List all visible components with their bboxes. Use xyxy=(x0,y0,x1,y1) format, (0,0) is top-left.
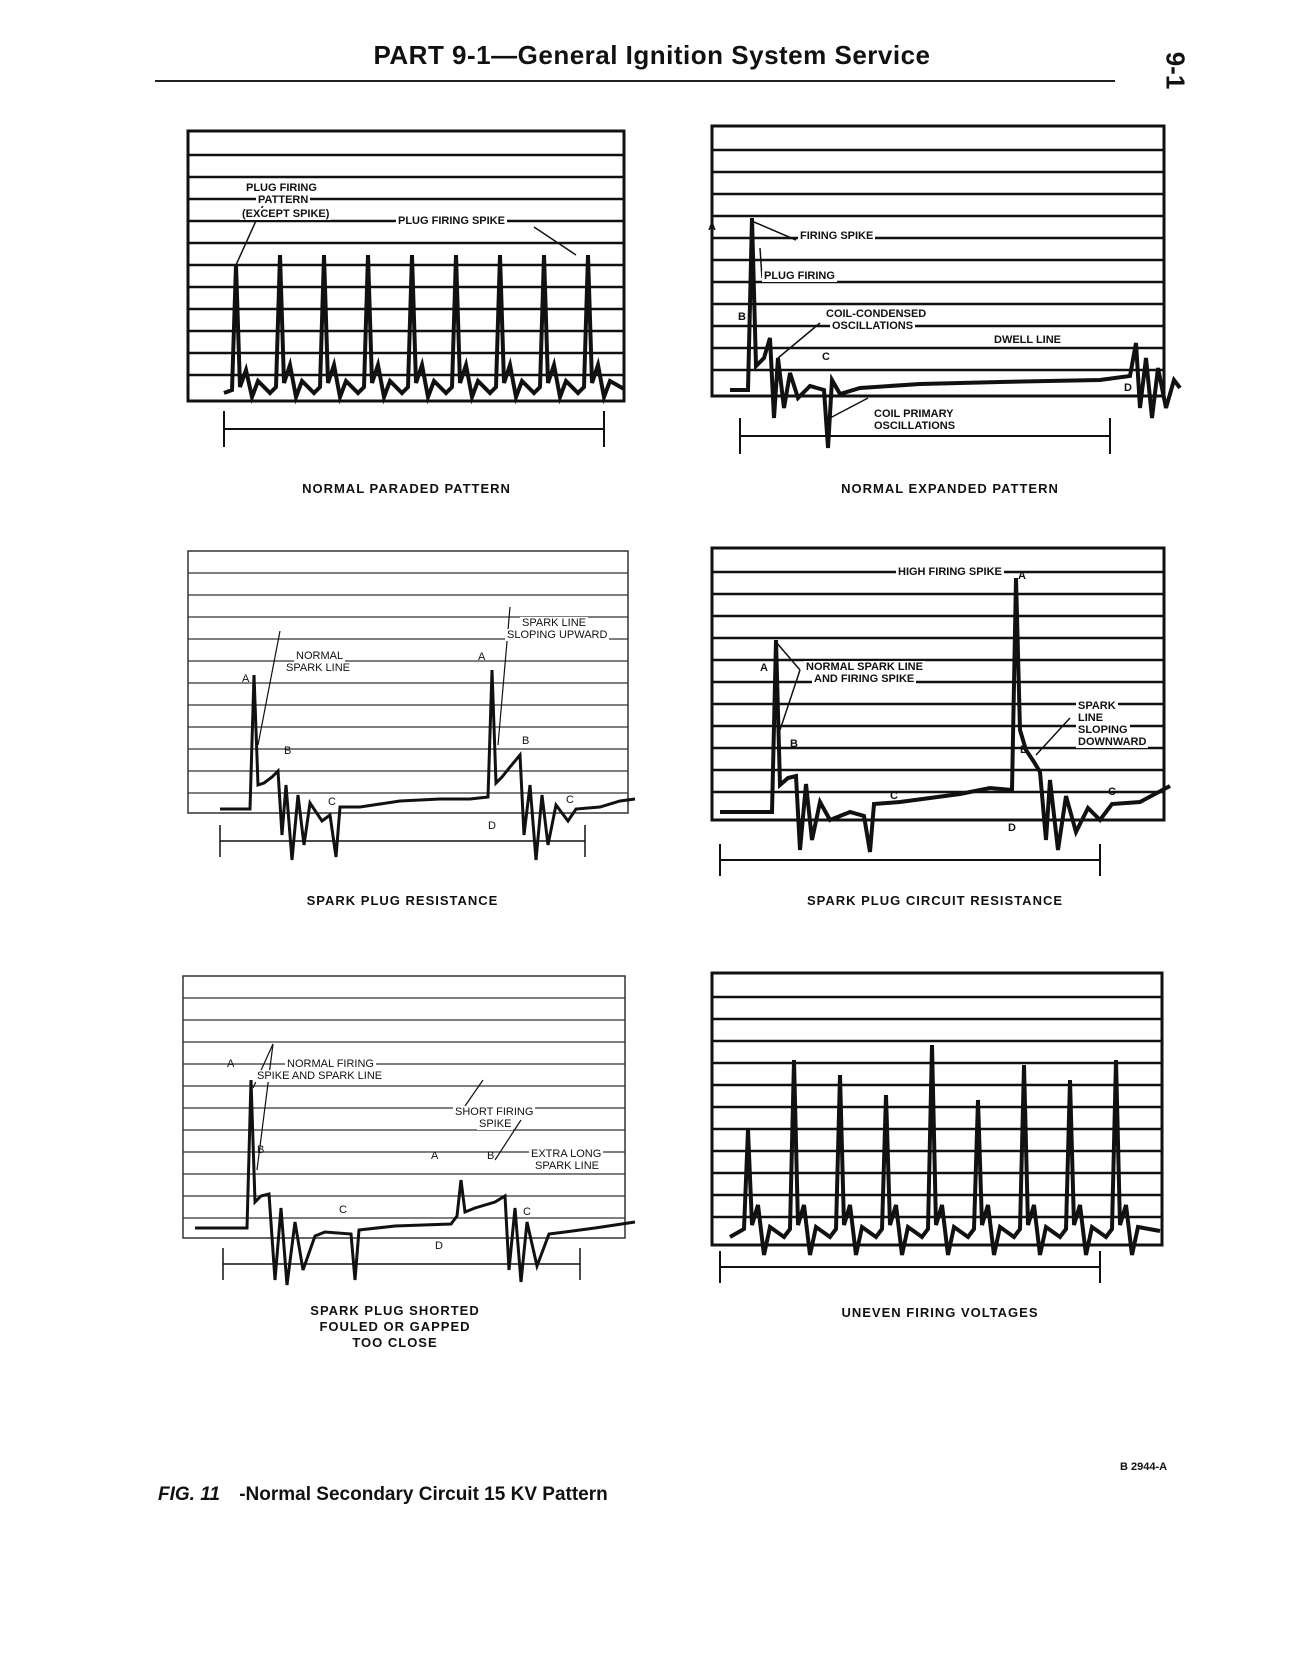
panel-spark-plug-resistance xyxy=(180,545,650,885)
point-c-spark-resistance-right: C xyxy=(566,794,574,806)
point-c-expanded: C xyxy=(822,351,830,363)
point-c-shorted-right: C xyxy=(523,1206,531,1218)
caption-spark-plug-circuit-resistance: SPARK PLUG CIRCUIT RESISTANCE xyxy=(806,893,1064,908)
scope-trace-uneven xyxy=(700,965,1180,1305)
label-coil-primary: COIL PRIMARY xyxy=(874,408,954,420)
label-dwell-line: DWELL LINE xyxy=(994,334,1062,346)
header-divider xyxy=(155,80,1115,82)
panel-uneven-firing xyxy=(700,965,1180,1305)
panel-spark-plug-shorted xyxy=(175,970,655,1315)
label-short-firing: SHORT FIRING xyxy=(455,1106,534,1118)
scope-trace-shorted xyxy=(175,970,655,1315)
label-downward: DOWNWARD xyxy=(1078,736,1147,748)
point-a-shorted-right: A xyxy=(431,1150,439,1162)
label-spike-and-spark-line: SPIKE AND SPARK LINE xyxy=(257,1070,383,1082)
point-a-spark-resistance-right: A xyxy=(478,651,486,663)
point-a-circuit-resistance: A xyxy=(760,662,768,674)
label-spark: SPARK xyxy=(1078,700,1116,712)
label-sloping: SLOPING xyxy=(1078,724,1128,736)
label-plug-firing: PLUG FIRING xyxy=(246,182,317,194)
label-spark-line-right: SPARK LINE xyxy=(522,617,586,629)
figure-caption xyxy=(158,1484,608,1506)
caption-normal-paraded: NORMAL PARADED PATTERN xyxy=(302,481,511,496)
point-b-circuit-resistance-right: B xyxy=(1020,744,1028,756)
figure-text: -Normal Secondary Circuit 15 KV Pattern xyxy=(239,1484,608,1505)
point-d-shorted: D xyxy=(435,1240,443,1252)
page-number: 9-1 xyxy=(1160,51,1191,90)
label-plug-firing: PLUG FIRING xyxy=(764,270,835,282)
figure-number: FIG. 11 xyxy=(158,1484,220,1505)
point-b-expanded: B xyxy=(738,311,746,323)
label-oscillations-primary: OSCILLATIONS xyxy=(874,420,956,432)
label-line: LINE xyxy=(1078,712,1104,724)
point-c-circuit-resistance-right: C xyxy=(1108,786,1116,798)
reference-code: B 2944-A xyxy=(1120,1461,1168,1473)
label-and-firing-spike: AND FIRING SPIKE xyxy=(814,673,915,685)
label-oscillations-condensed: OSCILLATIONS xyxy=(832,320,914,332)
point-a-circuit-resistance-top: A xyxy=(1018,570,1026,582)
label-extra-long: EXTRA LONG xyxy=(531,1148,602,1160)
point-c-spark-resistance-left: C xyxy=(328,796,336,808)
point-b-spark-resistance-right: B xyxy=(522,735,530,747)
point-a-spark-resistance-left: A xyxy=(242,673,250,685)
panel-normal-paraded xyxy=(184,125,629,465)
panel-spark-plug-circuit-resistance xyxy=(700,540,1190,885)
scope-trace-circuit-resistance xyxy=(700,540,1190,885)
scope-trace-paraded xyxy=(184,125,629,465)
label-high-firing-spike: HIGH FIRING SPIKE xyxy=(898,566,1002,578)
point-d-spark-resistance: D xyxy=(488,820,496,832)
panel-normal-expanded xyxy=(700,118,1200,466)
caption-uneven-firing: UNEVEN FIRING VOLTAGES xyxy=(841,1305,1039,1320)
label-except-spike: (EXCEPT SPIKE) xyxy=(242,208,330,220)
point-d-circuit-resistance: D xyxy=(1008,822,1016,834)
label-pattern: PATTERN xyxy=(258,194,309,206)
point-b-shorted-left: B xyxy=(257,1144,265,1156)
label-firing-spike: FIRING SPIKE xyxy=(800,230,874,242)
point-b-spark-resistance-left: B xyxy=(284,745,292,757)
label-normal-spark-line: NORMAL SPARK LINE xyxy=(806,661,923,673)
point-b-circuit-resistance: B xyxy=(790,738,798,750)
label-normal: NORMAL xyxy=(296,650,344,662)
label-spark-line: SPARK LINE xyxy=(535,1160,599,1172)
caption-line-2: FOULED OR GAPPED xyxy=(319,1319,471,1334)
label-spark-line: SPARK LINE xyxy=(286,662,350,674)
label-coil-condensed: COIL-CONDENSED xyxy=(826,308,927,320)
page-title: PART 9-1—General Ignition System Service xyxy=(373,40,931,70)
point-d-expanded: D xyxy=(1124,382,1132,394)
caption-spark-plug-resistance: SPARK PLUG RESISTANCE xyxy=(306,893,499,908)
caption-line-1: SPARK PLUG SHORTED xyxy=(310,1303,480,1318)
point-c-shorted-left: C xyxy=(339,1204,347,1216)
point-b-shorted-right: B xyxy=(487,1150,495,1162)
label-plug-firing-spike: PLUG FIRING SPIKE xyxy=(398,215,505,227)
point-a-expanded: A xyxy=(708,221,716,233)
label-normal-firing: NORMAL FIRING xyxy=(287,1058,374,1070)
point-c-circuit-resistance-left: C xyxy=(890,790,898,802)
point-a-shorted-left: A xyxy=(227,1058,235,1070)
label-sloping-upward: SLOPING UPWARD xyxy=(507,629,608,641)
scope-trace-spark-plug-resistance xyxy=(180,545,650,885)
caption-line-3: TOO CLOSE xyxy=(352,1335,438,1350)
caption-normal-expanded: NORMAL EXPANDED PATTERN xyxy=(841,481,1059,496)
label-spike: SPIKE xyxy=(479,1118,512,1130)
